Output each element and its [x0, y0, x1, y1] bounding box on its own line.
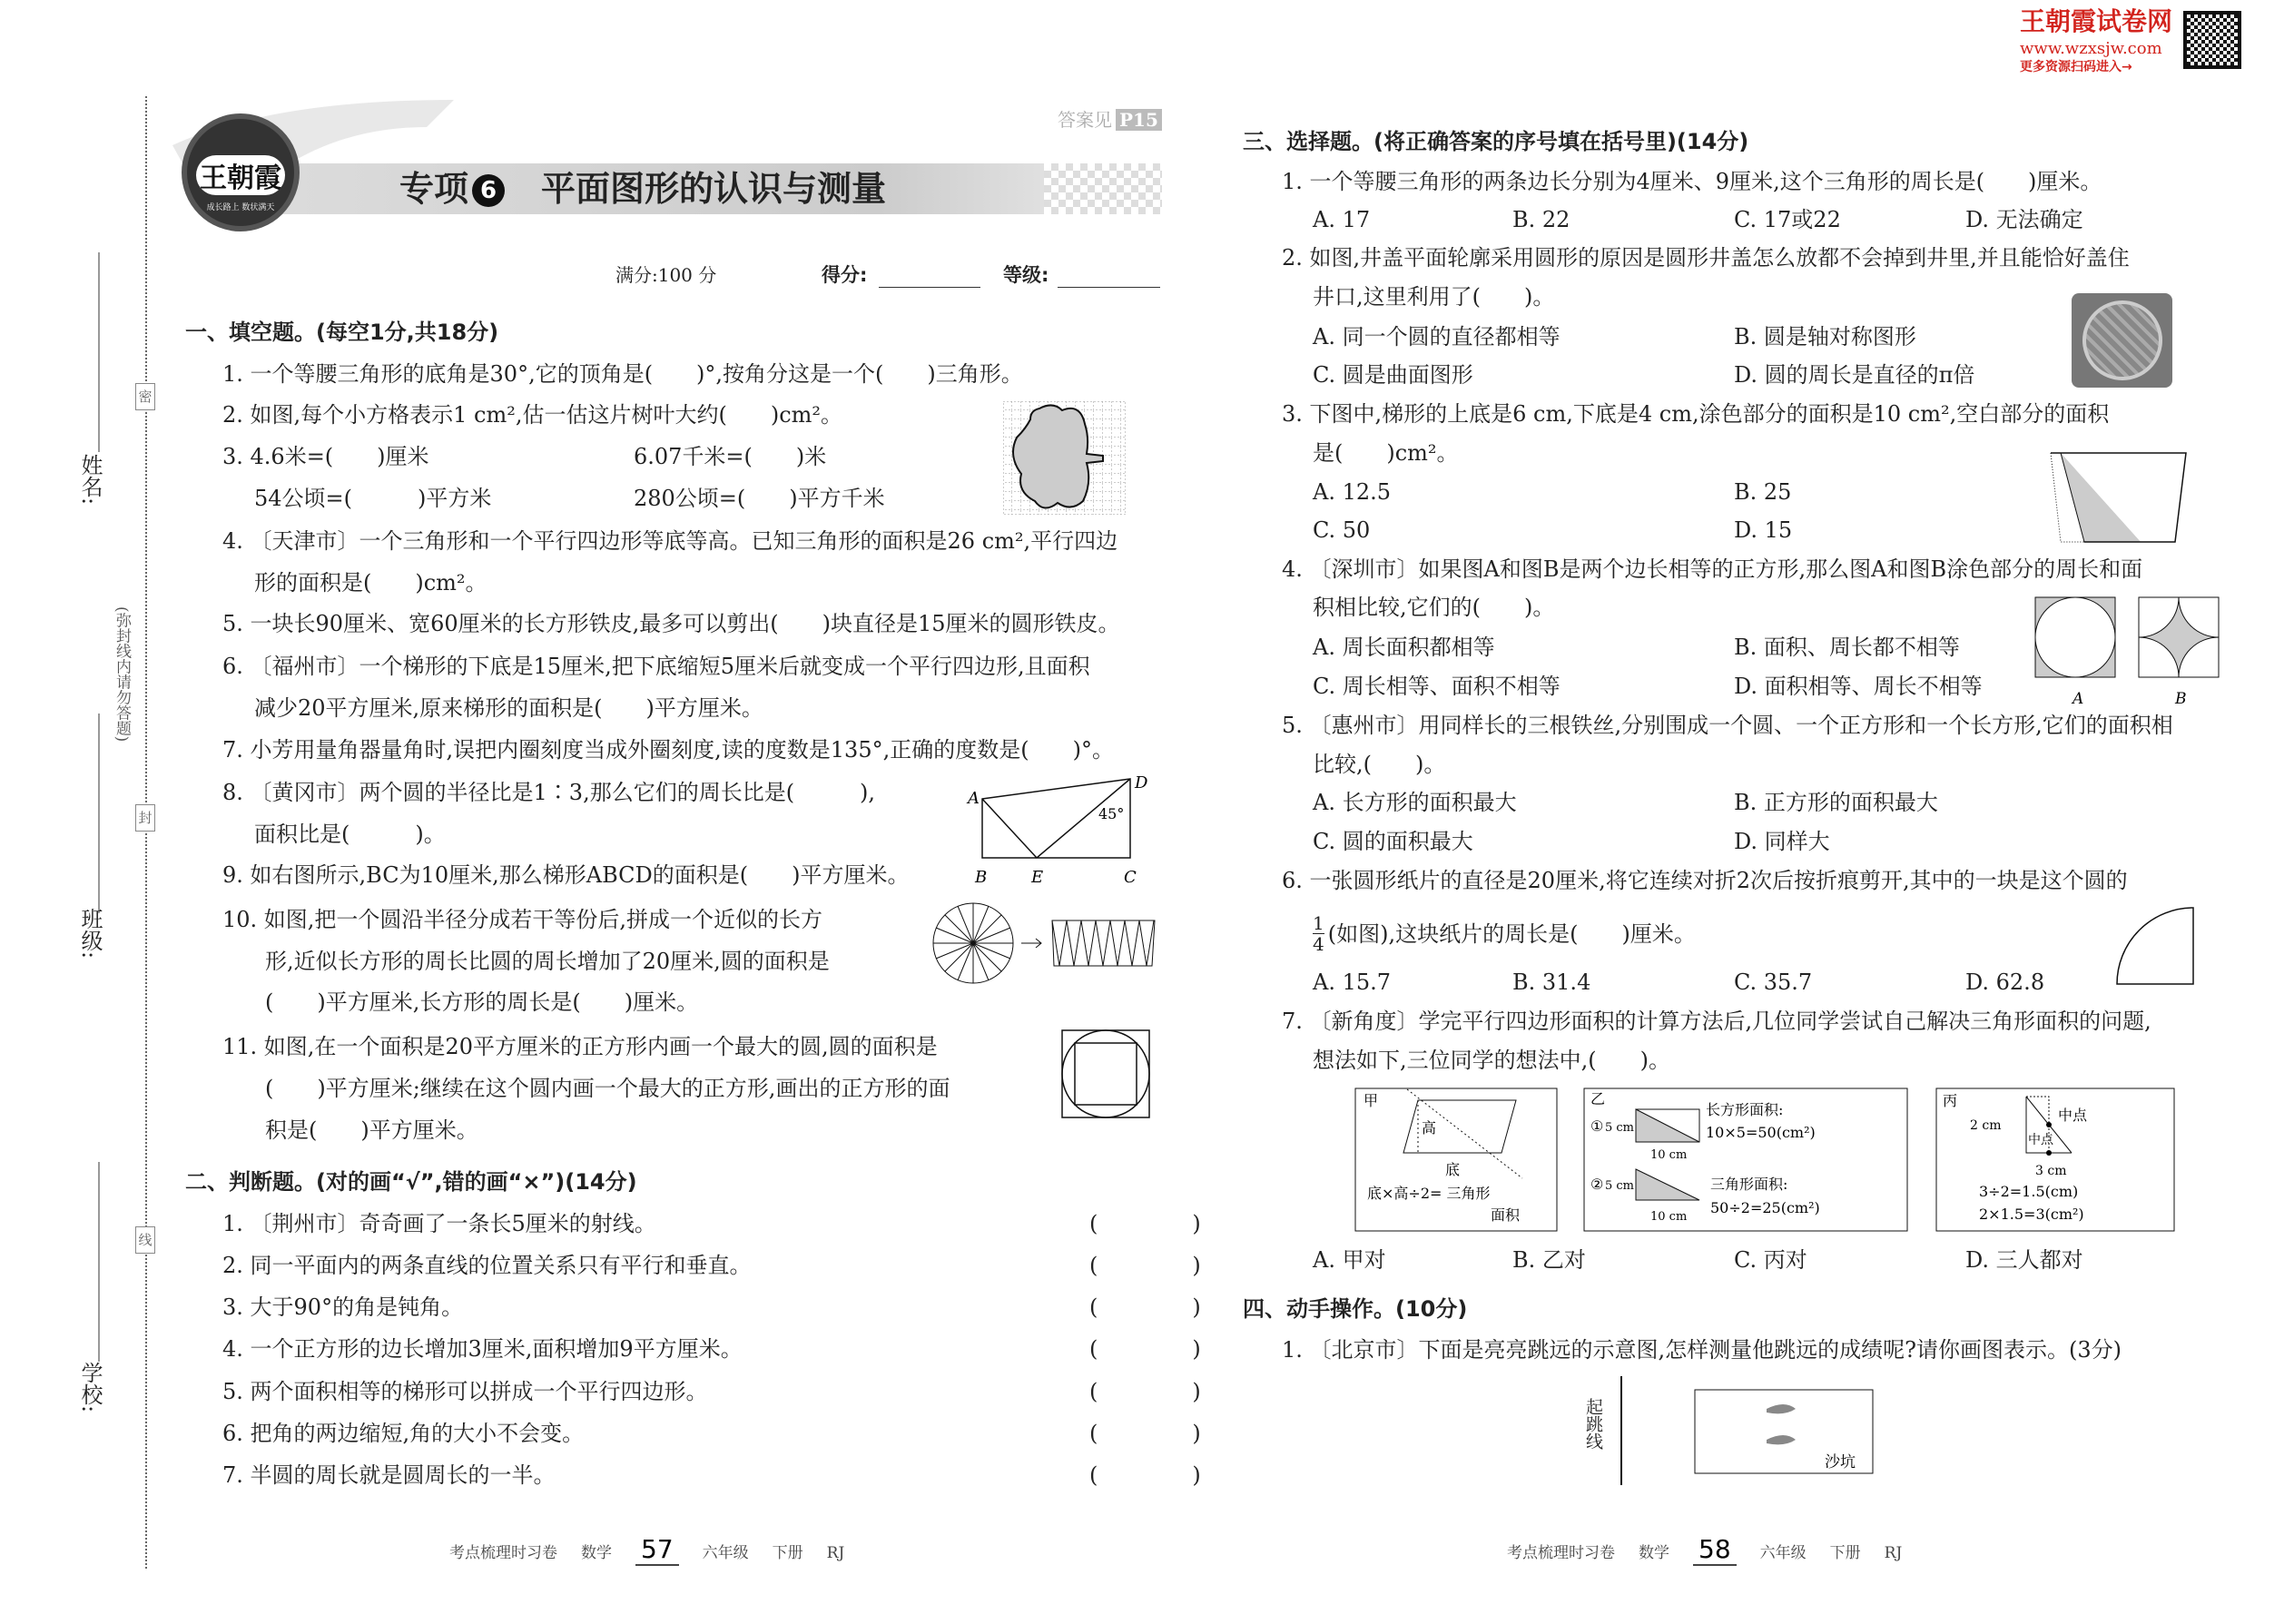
bottom-label: 10 cm: [1650, 1148, 1688, 1162]
sand-pit-label: 沙坑: [1825, 1453, 1856, 1471]
calc-1: 3÷2=1.5(cm): [1979, 1183, 2079, 1200]
option: B. 22: [1512, 207, 1570, 232]
option: D. 无法确定: [1965, 207, 2083, 232]
sand-pit-figure: [1694, 1389, 1876, 1476]
option: C. 丙对: [1734, 1247, 1807, 1273]
answer-blank[interactable]: ( ): [1089, 1336, 1237, 1362]
title-text: 平面图形的认识与测量: [541, 169, 887, 209]
jia-label: 甲: [1364, 1092, 1379, 1109]
answer-blank[interactable]: ( ): [1089, 1253, 1237, 1278]
question-line: 8. 〔黄冈市〕两个圆的半径比是1∶3,那么它们的周长比是( ),: [222, 780, 876, 805]
label-c: C: [1124, 868, 1137, 887]
label-e: E: [1031, 868, 1044, 887]
footer-edition: RJ: [826, 1544, 845, 1562]
question-line: 280公顷=( )平方千米: [634, 486, 885, 511]
option: C. 圆是曲面图形: [1313, 362, 1473, 388]
logo-text: 王朝霞: [196, 155, 285, 195]
answer-ref: [1058, 105, 1162, 134]
circle-in-square-figure: [1060, 1029, 1151, 1119]
page-number: 57: [635, 1534, 679, 1566]
name-field[interactable]: [98, 252, 100, 452]
qr-code-icon[interactable]: [2183, 11, 2241, 69]
yi-label: 乙: [1590, 1090, 1606, 1107]
formula-2: 面积: [1491, 1206, 1521, 1224]
side-label: 5 cm: [1605, 1121, 1635, 1135]
score-label: 得分:: [822, 264, 868, 286]
question-line: 形的面积是( )cm²。: [254, 570, 487, 595]
question-line: 4. 〔天津市〕一个三角形和一个平行四边形等底等高。已知三角形的面积是26 cm²,平行四边: [222, 528, 1118, 554]
title-prefix: 专项: [399, 169, 469, 209]
option: C. 周长相等、面积不相等: [1313, 674, 1561, 699]
trapezoid-abcd-figure: [962, 772, 1153, 894]
site-name: 王朝霞试卷网: [2020, 6, 2173, 36]
footer-subject: 数学: [1639, 1544, 1669, 1562]
answer-page: P15: [1116, 109, 1162, 131]
question-line: 4. 一个正方形的边长增加3厘米,面积增加9平方厘米。: [222, 1336, 743, 1362]
height-label: 高: [1422, 1119, 1437, 1137]
label-b: B: [2175, 690, 2187, 708]
footer-volume: 下册: [772, 1544, 803, 1562]
answer-blank[interactable]: ( ): [1089, 1379, 1237, 1404]
page-title: [399, 169, 886, 209]
question-text: (如图),这块纸片的周长是( )厘米。: [1327, 920, 1696, 947]
grade-field[interactable]: [1058, 287, 1160, 288]
class-field[interactable]: [98, 714, 100, 913]
footer-book: 考点梳理时习卷: [1507, 1544, 1615, 1562]
question-line: 面积比是( )。: [254, 822, 446, 847]
leaf-grid-figure: [1003, 401, 1126, 515]
section-heading: 二、判断题。(对的画“√”,错的画“×”)(14分): [185, 1169, 637, 1195]
calc-2: 2×1.5=3(cm²): [1979, 1206, 2084, 1223]
section-heading: 四、动手操作。(10分): [1243, 1296, 1468, 1322]
circle-to-rectangle-figure: [932, 902, 1159, 993]
question-line: 5. 一块长90厘米、宽60厘米的长方形铁皮,最多可以剪出( )块直径是15厘米的圆形铁皮。: [222, 611, 1120, 636]
formula: 底×高÷2= 三角形: [1367, 1185, 1491, 1202]
side-label: 5 cm: [1605, 1179, 1635, 1193]
site-url: www.wzxsjw.com: [2020, 39, 2162, 58]
footer-grade: 六年级: [702, 1544, 749, 1562]
question-line: 积相比较,它们的( )。: [1313, 595, 1555, 620]
logo-slogan: 成长路上 数状满天: [206, 203, 275, 212]
option: A. 甲对: [1313, 1247, 1386, 1273]
option: D. 同样大: [1734, 829, 1830, 854]
answer-blank[interactable]: ( ): [1089, 1421, 1237, 1446]
question-line: 3. 4.6米=( )厘米: [222, 444, 429, 469]
option: A. 17: [1313, 207, 1371, 232]
option: A. 周长面积都相等: [1313, 635, 1495, 660]
question-line: 2. 如图,每个小方格表示1 cm²,估一估这片树叶大约( )cm²。: [222, 402, 843, 428]
bottom-label: 10 cm: [1650, 1210, 1688, 1224]
question-line: 5. 两个面积相等的梯形可以拼成一个平行四边形。: [222, 1379, 708, 1404]
seal-note: (弥封线内请勿答题): [113, 606, 131, 743]
footer-book: 考点梳理时习卷: [449, 1544, 557, 1562]
seal-char: 封: [135, 804, 155, 832]
brand-logo: [182, 113, 300, 231]
base-label: 底: [1445, 1161, 1461, 1178]
option: D. 62.8: [1965, 969, 2045, 995]
question-line: 7. 半圆的周长就是圆周长的一半。: [222, 1462, 556, 1488]
option: C. 35.7: [1734, 969, 1813, 995]
question-line: 3. 下图中,梯形的上底是6 cm,下底是4 cm,涂色部分的面积是10 cm²,空白部分的面积: [1282, 401, 2110, 427]
option: B. 圆是轴对称图形: [1734, 324, 1916, 349]
option: A. 15.7: [1313, 969, 1392, 995]
seal-dotted-line: [145, 96, 147, 1569]
option: B. 面积、周长都不相等: [1734, 635, 1960, 660]
question-line: ( )平方厘米;继续在这个圆内画一个最大的正方形,画出的正方形的面: [265, 1076, 950, 1101]
footer-left: [449, 1534, 868, 1564]
step-1: ①: [1590, 1117, 1604, 1135]
question-line: 比较,( )。: [1313, 752, 1446, 777]
width-label: 3 cm: [2035, 1164, 2067, 1178]
question-line: 3. 大于90°的角是钝角。: [222, 1294, 464, 1320]
option: A. 长方形的面积最大: [1313, 790, 1517, 815]
seal-char: 线: [135, 1226, 155, 1254]
label-d: D: [1135, 773, 1148, 792]
question-line: 1. 〔北京市〕下面是亮亮跳远的示意图,怎样测量他跳远的成绩呢?请你画图表示。(3分): [1282, 1337, 2122, 1363]
label-a: A: [968, 789, 980, 808]
option: C. 50: [1313, 517, 1371, 543]
question-line: 54公顷=( )平方米: [254, 486, 492, 511]
option: A. 12.5: [1313, 479, 1392, 505]
angle-label: 45°: [1098, 805, 1125, 822]
manhole-cover-image: [2072, 293, 2172, 388]
question-line: 想法如下,三位同学的想法中,( )。: [1313, 1048, 1670, 1073]
squares-a-b-figure: [2034, 596, 2220, 709]
question-line: 形,近似长方形的周长比圆的周长增加了20厘米,圆的面积是: [265, 949, 830, 974]
question-line: 1. 一个等腰三角形的底角是30°,它的顶角是( )°,按角分这是一个( )三角形。: [222, 361, 1023, 387]
question-line: 5. 〔惠州市〕用同样长的三根铁丝,分别围成一个圆、一个正方形和一个长方形,它们的面积相: [1282, 713, 2173, 738]
grade-label: 等级:: [1003, 264, 1049, 286]
question-line: 2. 同一平面内的两条直线的位置关系只有平行和垂直。: [222, 1253, 752, 1278]
school-field[interactable]: [98, 1162, 100, 1362]
question-line: 4. 〔深圳市〕如果图A和图B是两个边长相等的正方形,那么图A和图B涂色部分的周长和面: [1282, 556, 2143, 582]
answer-blank[interactable]: ( ): [1089, 1294, 1237, 1320]
question-line: ( )平方厘米,长方形的周长是( )厘米。: [265, 989, 699, 1015]
question-line: [1313, 913, 1696, 954]
section-heading: 一、填空题。(每空1分,共18分): [185, 320, 499, 345]
footer-right: [1507, 1534, 1925, 1564]
option: D. 三人都对: [1965, 1247, 2083, 1273]
question-line: 6.07千米=( )米: [634, 444, 827, 469]
shaded-trapezoid-figure: [2050, 451, 2188, 544]
option: B. 31.4: [1512, 969, 1591, 995]
option: D. 圆的周长是直径的π倍: [1734, 362, 1975, 388]
question-line: 减少20平方厘米,原来梯形的面积是( )平方厘米。: [254, 695, 763, 721]
question-line: 6. 把角的两边缩短,角的大小不会变。: [222, 1421, 585, 1446]
score-field[interactable]: [879, 287, 980, 288]
footer-subject: 数学: [581, 1544, 612, 1562]
name-label: 姓名:: [77, 454, 103, 506]
footer-grade: 六年级: [1759, 1544, 1807, 1562]
question-line: 1. 一个等腰三角形的两条边长分别为4厘米、9厘米,这个三角形的周长是( )厘米。: [1282, 169, 2102, 194]
idea-bing-box: [1935, 1088, 2175, 1233]
option: B. 25: [1734, 479, 1792, 505]
question-line: 井口,这里利用了( )。: [1313, 284, 1555, 310]
footer-edition: RJ: [1884, 1544, 1903, 1562]
question-line: 11. 如图,在一个面积是20平方厘米的正方形内画一个最大的圆,圆的面积是: [222, 1034, 938, 1059]
option: D. 15: [1734, 517, 1793, 543]
start-line: [1620, 1376, 1622, 1485]
site-hint: 更多资源扫码进入→: [2020, 60, 2132, 74]
frac-num: 1: [1313, 912, 1324, 934]
section-heading: 三、选择题。(将正确答案的序号填在括号里)(14分): [1243, 129, 1749, 154]
rect-area-calc: 10×5=50(cm²): [1706, 1124, 1816, 1141]
question-line: 7. 〔新角度〕学完平行四边形面积的计算方法后,几位同学尝试自己解决三角形面积的问题,: [1282, 1009, 2151, 1034]
rect-area-label: 长方形面积:: [1706, 1101, 1784, 1118]
midpoint-label: 中点: [2058, 1107, 2088, 1124]
question-line: 2. 如图,井盖平面轮廓采用圆形的原因是圆形井盖怎么放都不会掉到井里,并且能恰好盖住: [1282, 245, 2130, 271]
option: B. 乙对: [1512, 1247, 1586, 1273]
tri-area-calc: 50÷2=25(cm²): [1710, 1199, 1820, 1216]
step-2: ②: [1590, 1176, 1604, 1193]
answer-blank[interactable]: ( ): [1089, 1211, 1237, 1236]
idea-yi-box: [1583, 1088, 1910, 1233]
question-line: 1. 〔荆州市〕奇奇画了一条长5厘米的射线。: [222, 1211, 656, 1236]
label-a: A: [2072, 690, 2084, 708]
option: B. 正方形的面积最大: [1734, 790, 1938, 815]
start-line-label: 起跳线: [1583, 1398, 1603, 1450]
answer-ref-label: 答案见: [1058, 109, 1112, 131]
idea-jia-box: [1354, 1088, 1559, 1233]
question-line: 6. 〔福州市〕一个梯形的下底是15厘米,把下底缩短5厘米后就变成一个平行四边形,且面积: [222, 654, 1090, 679]
option: D. 面积相等、周长不相等: [1734, 674, 1983, 699]
answer-blank[interactable]: ( ): [1089, 1462, 1237, 1488]
fraction: [1313, 913, 1324, 954]
height-label: 2 cm: [1970, 1118, 2002, 1133]
bing-label: 丙: [1943, 1092, 1958, 1109]
checker-decoration: [1044, 163, 1162, 214]
footer-volume: 下册: [1829, 1544, 1861, 1562]
question-line: 是( )cm²。: [1313, 440, 1459, 466]
option: C. 17或22: [1734, 207, 1841, 232]
question-line: 7. 小芳用量角器量角时,误把内圈刻度当成外圈刻度,读的度数是135°,正确的度数是( )°。: [222, 737, 1114, 763]
question-line: 积是( )平方厘米。: [265, 1117, 478, 1143]
full-score: 满分:100 分: [615, 264, 717, 286]
frac-den: 4: [1313, 933, 1324, 955]
quarter-circle-figure: [2115, 906, 2195, 986]
title-number: 6: [472, 174, 505, 207]
school-label: 学校:: [77, 1362, 103, 1413]
label-b: B: [975, 868, 988, 887]
option: A. 同一个圆的直径都相等: [1313, 324, 1561, 349]
seal-char: 密: [135, 383, 155, 410]
tri-area-label: 三角形面积:: [1710, 1176, 1788, 1193]
question-line: 9. 如右图所示,BC为10厘米,那么梯形ABCD的面积是( )平方厘米。: [222, 862, 910, 888]
option: C. 圆的面积最大: [1313, 829, 1473, 854]
question-line: 10. 如图,把一个圆沿半径分成若干等份后,拼成一个近似的长方: [222, 907, 823, 932]
midpoint-label: 中点: [2028, 1133, 2053, 1147]
page-number: 58: [1693, 1534, 1737, 1566]
question-line: 6. 一张圆形纸片的直径是20厘米,将它连续对折2次后按折痕剪开,其中的一块是这个圆的: [1282, 868, 2128, 893]
class-label: 班级:: [77, 908, 103, 960]
